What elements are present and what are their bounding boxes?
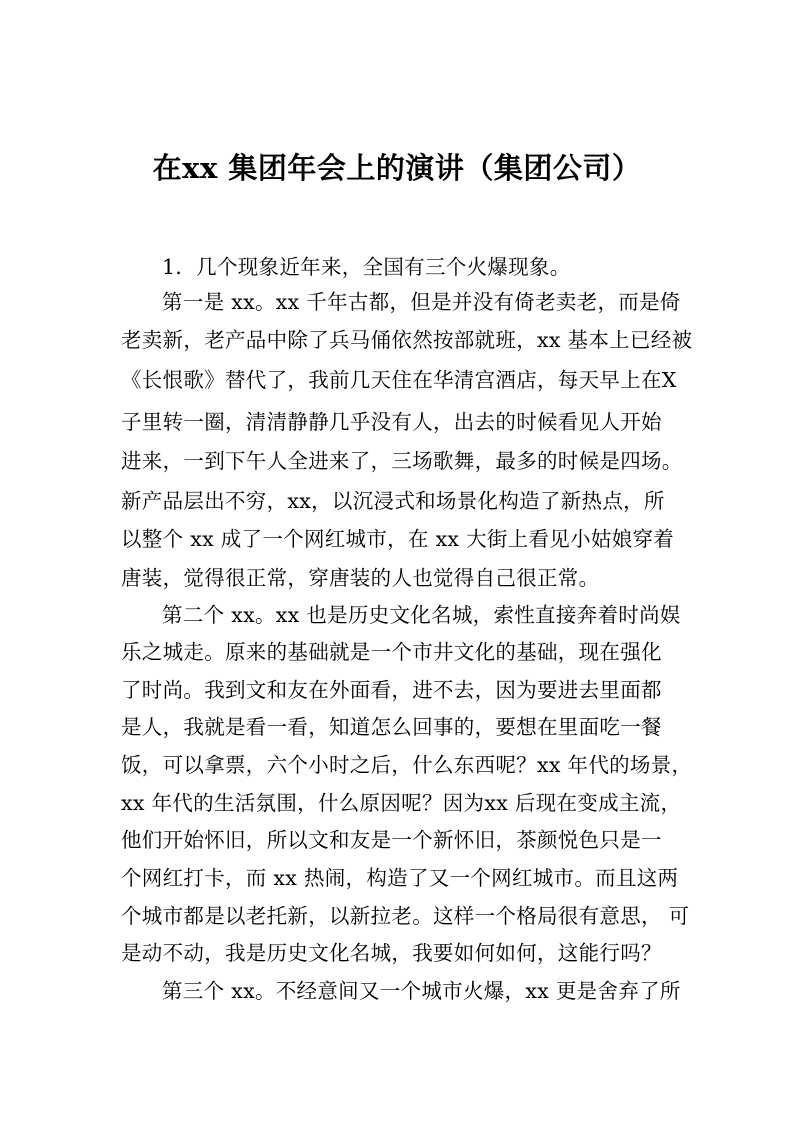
body-line-19: 是动不动，我是历史文化名城，我要如何如何，这能行吗？ [121,941,662,965]
body-line-20: 第三个 xx。不经意间又一个城市火爆，xx 更是舍弃了所 [162,979,681,1003]
body-line-14: 饭，可以拿票，六个小时之后，什么东西呢？xx 年代的场景， [121,753,693,777]
body-line-16: 他们开始怀旧，所以文和友是一个新怀旧，茶颜悦色只是一 [121,828,662,852]
body-line-2: 第一是 xx。xx 千年古都，但是并没有倚老卖老，而是倚 [162,290,681,314]
body-line-15: xx 年代的生活氛围，什么原因呢？因为xx 后现在变成主流， [121,791,682,815]
body-line-13: 是人，我就是看一看，知道怎么回事的，要想在里面吃一餐 [121,715,662,739]
body-line-12: 了时尚。我到文和友在外面看，进不去，因为要进去里面都 [121,678,662,702]
body-line-17: 个网红打卡，而 xx 热闹，构造了又一个网红城市。而且这两 [121,866,679,890]
body-line-9: 唐装，觉得很正常，穿唐装的人也觉得自己很正常。 [121,566,600,590]
body-line-11: 乐之城走。原来的基础就是一个市井文化的基础，现在强化 [121,640,662,664]
body-line-8: 以整个 xx 成了一个网红城市，在 xx 大街上看见小姑娘穿着 [121,527,675,551]
body-line-6: 进来，一到下午人全进来了，三场歌舞，最多的时候是四场。 [121,449,683,473]
body-line-7: 新产品层出不穷，xx，以沉浸式和场景化构造了新热点，所 [121,489,665,513]
body-line-18: 个城市都是以老托新，以新拉老。这样一个格局很有意思， 可 [121,904,690,928]
body-line-1: 1．几个现象近年来，全国有三个火爆现象。 [162,255,571,279]
body-line-10: 第二个 xx。xx 也是历史文化名城，索性直接奔着时尚娱 [162,603,681,627]
body-line-4: 《长恨歌》替代了，我前几天住在华清宫酒店，每天早上在X [121,368,677,392]
document-title: 在xx 集团年会上的演讲（集团公司） [152,151,642,185]
body-line-5: 子里转一圈，清清静静几乎没有人，出去的时候看见人开始 [121,410,662,434]
body-line-3: 老卖新，老产品中除了兵马俑依然按部就班，xx 基本上已经被 [121,328,693,352]
